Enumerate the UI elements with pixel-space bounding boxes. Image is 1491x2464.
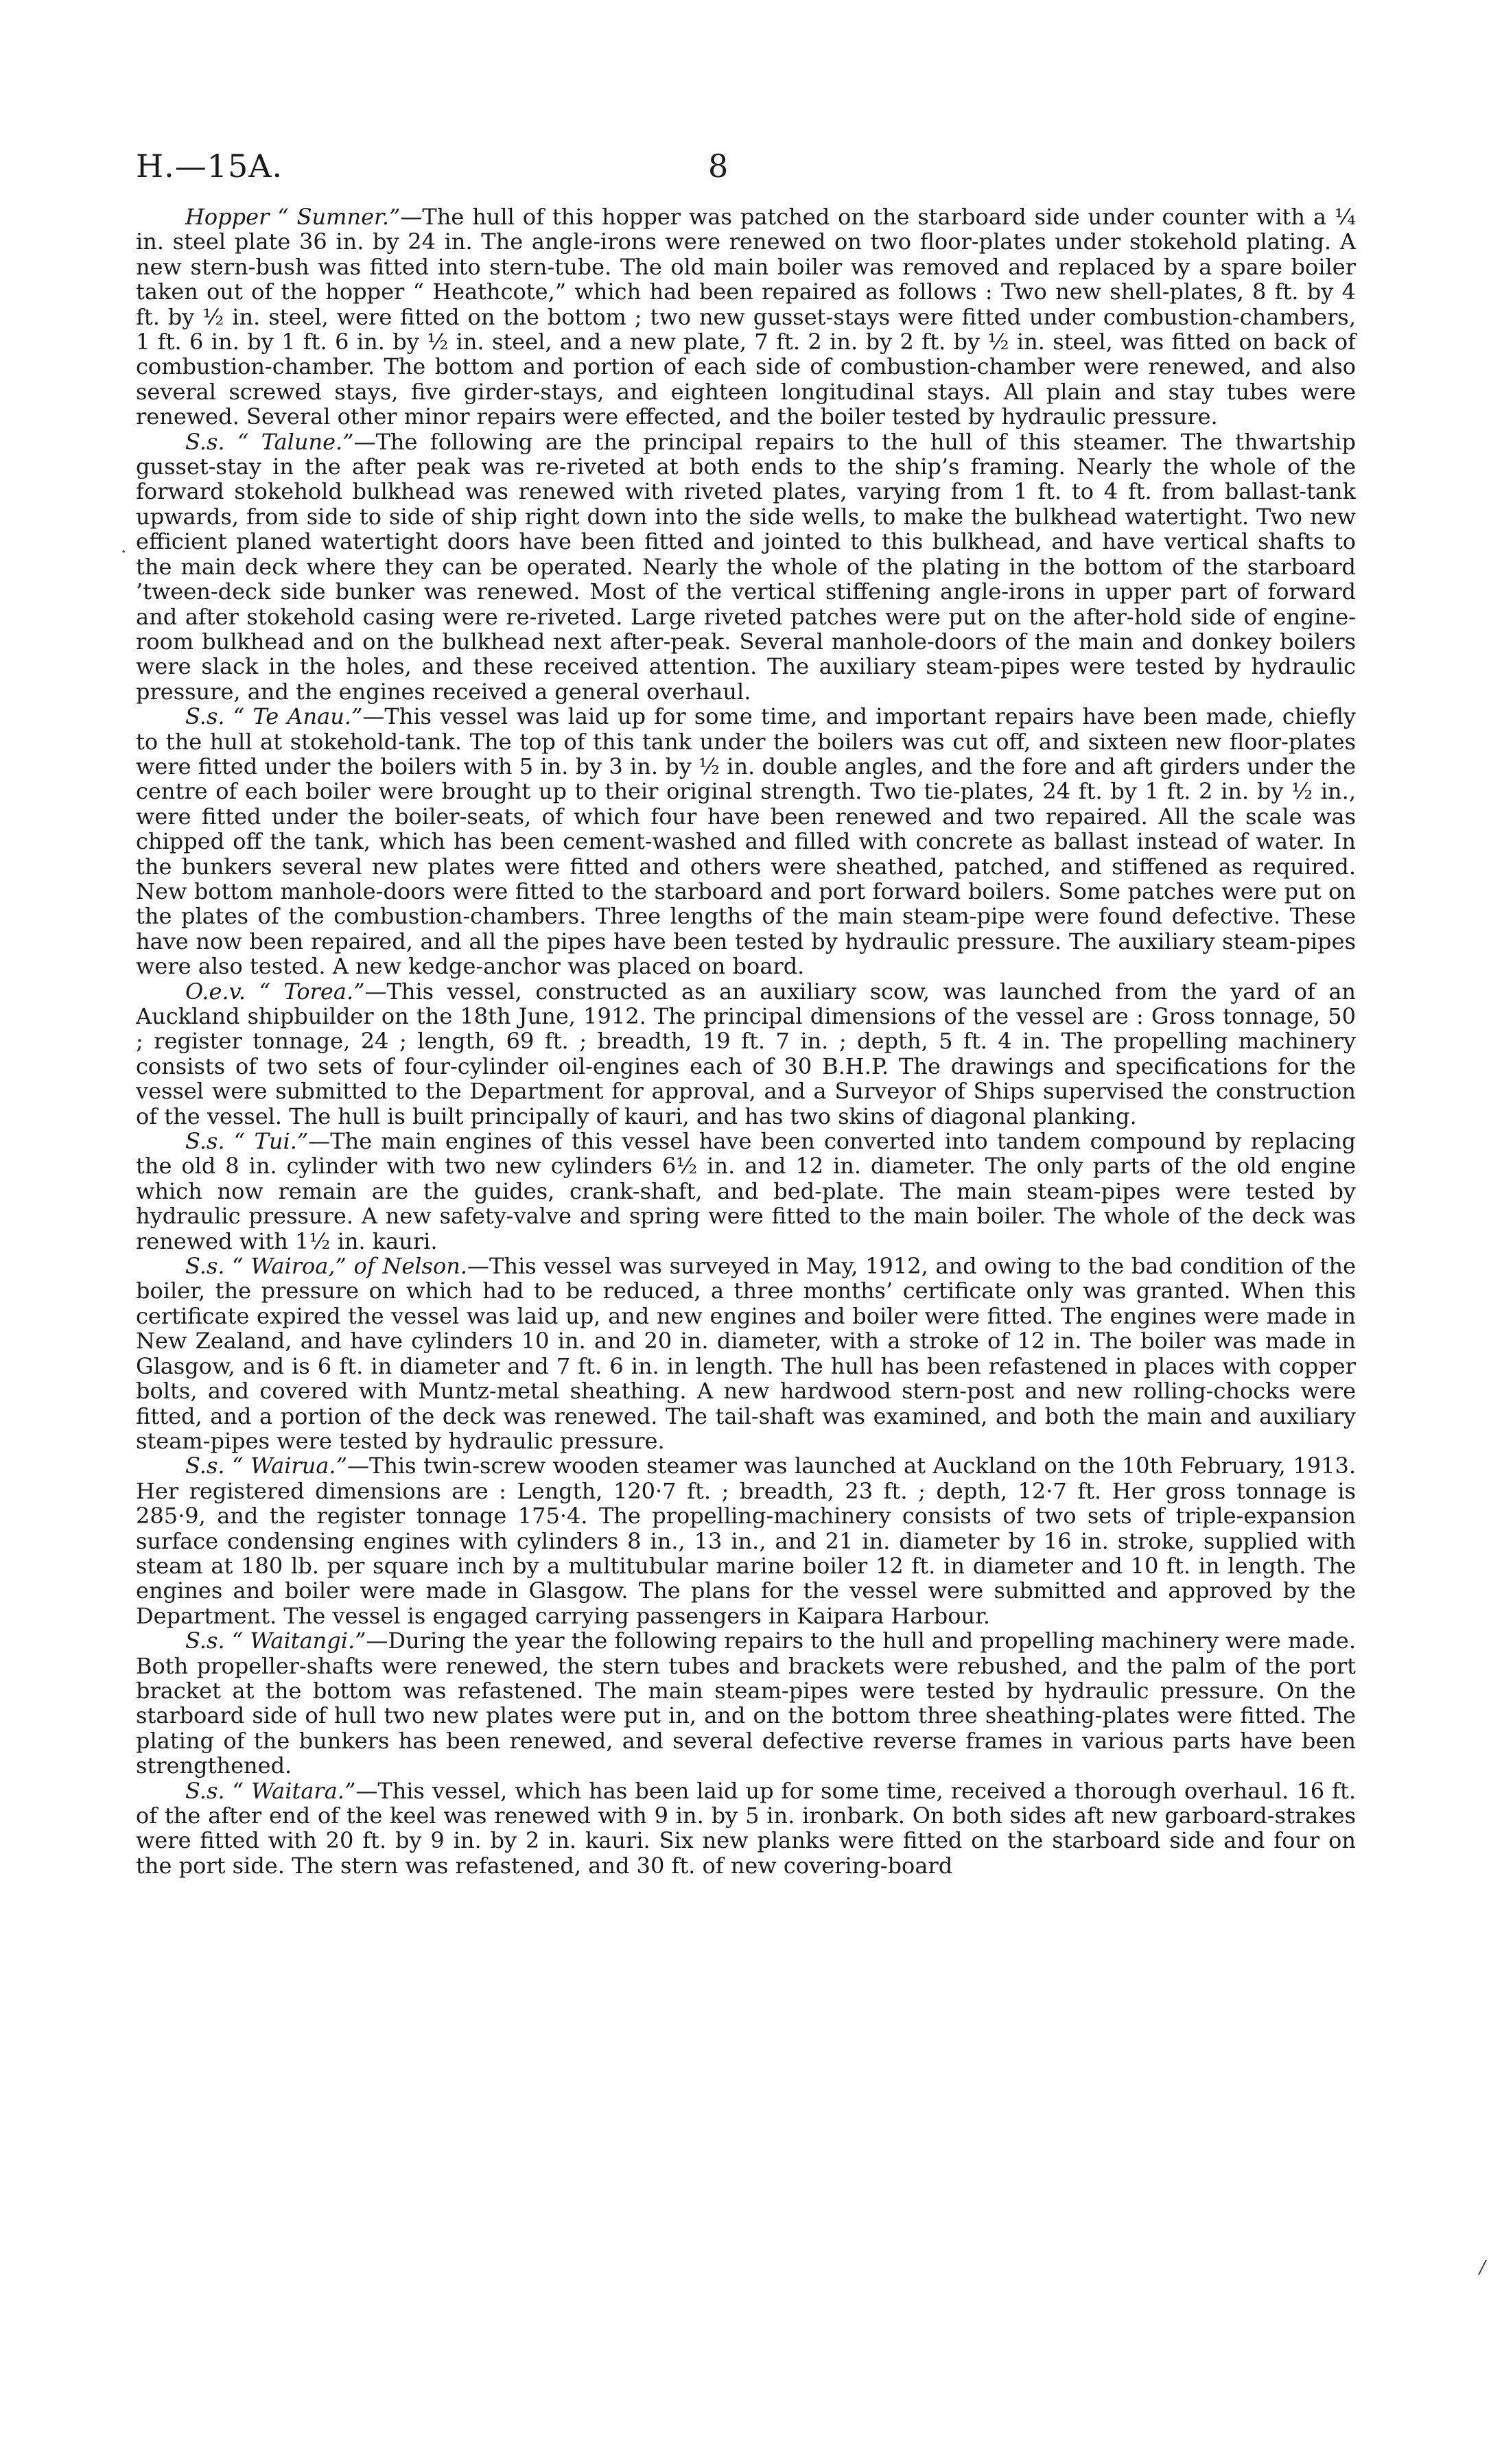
paragraph-wairua <box>136 1453 1356 1628</box>
paragraph-text: —During the year the following repairs to the hull and propelling machinery were made. Both propeller-shafts were renewed, the stern tubes and brackets were rebushed, and the palm of the port bracket at the bottom was refastened. The main steam-pipes were tested by hydraulic pressure. On the starboard side of hull two new plates were put in, and on the bottom three sheathing-plates were fitted. The plating of the bunkers has been renewed, and several defective reverse frames in various parts have been strengthened. <box>136 1628 1357 1779</box>
body-text <box>136 204 1356 1878</box>
paragraph-text: —This vessel, which has been laid up for some time, received a thorough overhaul. 16 ft. of the after end of the keel was renewed with 9 in. by 5 in. ironbark. On both sides aft new garboard-strakes were fitted with 20 ft. by 9 in. by 2 in. kauri. Six new planks were fitted on the starboard side and four on the port side. The stern was refastened, and 30 ft. of new covering-board <box>136 1777 1357 1879</box>
paragraph-tui <box>136 1129 1356 1254</box>
vessel-name: S.s. “ Talune.” <box>185 428 354 455</box>
vessel-name: S.s. “ Waitangi.” <box>185 1628 366 1654</box>
paragraph-text: —This twin-screw wooden steamer was launched at Auckland on the 10th February, 1913. Her registered dimensions are : Length, 120·7 ft. ; breadth, 23 ft. ; depth, 12·7 ft. Her gross tonnage is 285·9, and the register tonnage 175·4. The propelling-machinery consists of two sets of triple-expansion surface condensing engines with cylinders 8 in., 13 in., and 21 in. diameter by 16 in. stroke, supplied with steam at 180 lb. per square inch by a multitubular marine boiler 12 ft. in diameter and 10 ft. in length. The engines and boiler were made in Glasgow. The plans for the vessel were submitted and approved by the Department. The vessel is engaged carrying passengers in Kaipara Harbour. <box>136 1453 1357 1629</box>
vessel-name: S.s. “ Wairoa,” of Nelson. <box>185 1253 467 1280</box>
paragraph-waitara <box>136 1779 1356 1879</box>
margin-dot-mark: · <box>121 542 127 563</box>
document-reference: H.—15A. <box>136 148 283 185</box>
margin-slash-mark: / <box>1479 2257 1486 2278</box>
paragraph-text: —This vessel was laid up for some time, and important repairs have been made, chiefly to the hull at stokehold-tank. The top of this tank under the boilers was cut off, and sixteen new floor-plates were fitted under the boilers with 5 in. by 3 in. by ½ in. double angles, and the fore and aft girders under the centre of each boiler were brought up to their original strength. Two tie-plates, 24 ft. by 1 ft. 2 in. by ½ in., were fitted under the boiler-seats, of which four have been renewed and two repaired. All the scale was chipped off the tank, which has been cement-washed and filled with concrete as ballast instead of water. In the bunkers several new plates were fitted and others were sheathed, patched, and stiffened as required. New bottom manhole-doors were fitted to the starboard and port forward boilers. Some patches were put on the plates of the combustion-chambers. Three lengths of the main steam-pipe were found defective. These have now been repaired, and all the pipes have been tested by hydraulic pressure. The auxiliary steam-pipes were also tested. A new kedge-anchor was placed on board. <box>136 703 1357 980</box>
paragraph-text: —The following are the principal repairs to the hull of this steamer. The thwartship gusset-stay in the after peak was re-riveted at both ends to the ship’s framing. Nearly the whole of the forward stokehold bulkhead was renewed with riveted plates, varying from 1 ft. to 4 ft. from ballast-tank upwards, from side to side of ship right down into the side wells, to make the bulkhead watertight. Two new efficient planed watertight doors have been fitted and jointed to this bulkhead, and have vertical shafts to the main deck where they can be operated. Nearly the whole of the plating in the bottom of the starboard ’tween-deck side bunker was renewed. Most of the vertical stiffening angle-irons in upper part of forward and after stokehold casing were re-riveted. Large riveted patches were put on the after-hold side of engine-room bulkhead and on the bulkhead next after-peak. Several manhole-doors of the main and donkey boilers were slack in the holes, and these received attention. The auxiliary steam-pipes were tested by hydraulic pressure, and the engines received a general overhaul. <box>136 428 1357 705</box>
vessel-name: S.s. “ Te Anau.” <box>185 703 363 730</box>
paragraph-sumner <box>136 204 1356 430</box>
paragraph-wairoa <box>136 1254 1356 1453</box>
vessel-name: S.s. “ Waitara.” <box>185 1777 356 1804</box>
paragraph-te-anau <box>136 704 1356 978</box>
paragraph-text: —This vessel, constructed as an auxiliary scow, was launched from the yard of an Auckland shipbuilder on the 18th June, 1912. The principal dimensions of the vessel are : Gross tonnage, 50 ; register tonnage, 24 ; length, 69 ft. ; breadth, 19 ft. 7 in. ; depth, 5 ft. 4 in. The propelling machinery consists of two sets of four-cylinder oil-engines each of 30 B.H.P. The drawings and specifications for the vessel were submitted to the Department for approval, and a Surveyor of Ships supervised the construction of the vessel. The hull is built principally of kauri, and has two skins of diagonal planking. <box>136 978 1357 1129</box>
vessel-name: O.e.v. “ Torea.” <box>185 978 365 1005</box>
vessel-name: S.s. “ Tui.” <box>185 1128 309 1155</box>
paragraph-waitangi <box>136 1628 1356 1778</box>
paragraph-text: —The hull of this hopper was patched on the starboard side under counter with a ¼ in. steel plate 36 in. by 24 in. The angle-irons were renewed on two floor-plates under stokehold plating. A new stern-bush was fitted into stern-tube. The old main boiler was removed and replaced by a spare boiler taken out of the hopper “ Heathcote,” which had been repaired as follows : Two new shell-plates, 8 ft. by 4 ft. by ½ in. steel, were fitted on the bottom ; two new gusset-stays were fitted under combustion-chambers, 1 ft. 6 in. by 1 ft. 6 in. by ½ in. steel, and a new plate, 7 ft. 2 in. by 2 ft. by ½ in. steel, was fitted on back of combustion-chamber. The bottom and portion of each side of combustion-chamber were renewed, and also several screwed stays, five girder-stays, and eighteen longitudinal stays. All plain and stay tubes were renewed. Several other minor repairs were effected, and the boiler tested by hydraulic pressure. <box>136 204 1357 430</box>
paragraph-text: —This vessel was surveyed in May, 1912, and owing to the bad condition of the boiler, the pressure on which had to be reduced, a three months’ certificate only was granted. When this certificate expired the vessel was laid up, and new engines and boiler were fitted. The engines were made in New Zealand, and have cylinders 10 in. and 20 in. diameter, with a stroke of 12 in. The boiler was made in Glasgow, and is 6 ft. in diameter and 7 ft. 6 in. in length. The hull has been refastened in places with copper bolts, and covered with Muntz-metal sheathing. A new hardwood stern-post and new rolling-chocks were fitted, and a portion of the deck was renewed. The tail-shaft was examined, and both the main and auxiliary steam-pipes were tested by hydraulic pressure. <box>136 1253 1357 1454</box>
paragraph-talune <box>136 430 1356 704</box>
vessel-name: S.s. “ Wairua.” <box>185 1453 347 1479</box>
paragraph-text: —The main engines of this vessel have been converted into tandem compound by replacing the old 8 in. cylinder with two new cylinders 6½ in. and 12 in. diameter. The only parts of the old engine which now remain are the guides, crank-shaft, and bed-plate. The main steam-pipes were tested by hydraulic pressure. A new safety-valve and spring were fitted to the main boiler. The whole of the deck was renewed with 1½ in. kauri. <box>136 1128 1357 1254</box>
vessel-name: Hopper “ Sumner.” <box>185 204 401 230</box>
page-number: 8 <box>708 148 729 185</box>
paragraph-torea <box>136 979 1356 1129</box>
running-head <box>136 148 1354 189</box>
